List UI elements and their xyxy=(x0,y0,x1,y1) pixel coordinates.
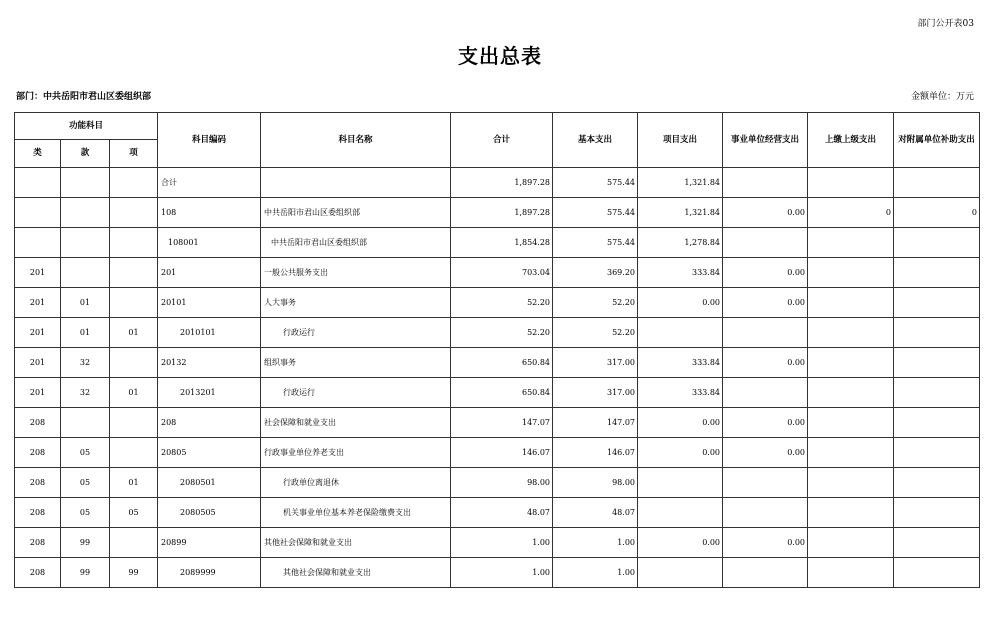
cell-name: 机关事业单位基本养老保险缴费支出 xyxy=(261,498,451,528)
cell-lei: 201 xyxy=(15,378,61,408)
cell-lei xyxy=(15,168,61,198)
cell-code: 108001 xyxy=(158,228,261,258)
cell-total: 1,897.28 xyxy=(451,168,553,198)
cell-code: 20899 xyxy=(158,528,261,558)
cell-project: 0.00 xyxy=(638,408,723,438)
cell-business: 0.00 xyxy=(723,198,808,228)
cell-basic: 369.20 xyxy=(553,258,638,288)
cell-business: 0.00 xyxy=(723,438,808,468)
cell-project: 0.00 xyxy=(638,438,723,468)
header-basic: 基本支出 xyxy=(553,113,638,168)
department-label: 部门：中共岳阳市君山区委组织部 xyxy=(16,92,152,102)
cell-business: 0.00 xyxy=(723,528,808,558)
cell-upper xyxy=(808,348,894,378)
table-row xyxy=(15,558,980,588)
cell-name: 其他社会保障和就业支出 xyxy=(261,528,451,558)
cell-upper xyxy=(808,258,894,288)
cell-xiang xyxy=(110,408,158,438)
cell-xiang: 01 xyxy=(110,378,158,408)
cell-project xyxy=(638,468,723,498)
header-kuan: 款 xyxy=(61,140,110,168)
header-xiang: 项 xyxy=(110,140,158,168)
cell-lei: 208 xyxy=(15,408,61,438)
cell-kuan: 05 xyxy=(61,438,110,468)
cell-name: 一般公共服务支出 xyxy=(261,258,451,288)
cell-kuan: 01 xyxy=(61,288,110,318)
cell-kuan xyxy=(61,258,110,288)
amount-unit-label: 金额单位：万元 xyxy=(910,92,974,102)
cell-kuan: 01 xyxy=(61,318,110,348)
table-row xyxy=(15,318,980,348)
cell-project: 333.84 xyxy=(638,348,723,378)
cell-subsidy xyxy=(894,498,980,528)
cell-total: 650.84 xyxy=(451,378,553,408)
cell-project: 333.84 xyxy=(638,378,723,408)
cell-business xyxy=(723,468,808,498)
cell-business xyxy=(723,558,808,588)
cell-lei xyxy=(15,228,61,258)
cell-total: 98.00 xyxy=(451,468,553,498)
table-row xyxy=(15,228,980,258)
cell-business xyxy=(723,378,808,408)
cell-business: 0.00 xyxy=(723,258,808,288)
cell-project: 1,321.84 xyxy=(638,168,723,198)
cell-basic: 1.00 xyxy=(553,528,638,558)
cell-lei: 208 xyxy=(15,558,61,588)
cell-name: 社会保障和就业支出 xyxy=(261,408,451,438)
cell-subsidy xyxy=(894,468,980,498)
table-row xyxy=(15,498,980,528)
cell-basic: 146.07 xyxy=(553,438,638,468)
cell-project xyxy=(638,558,723,588)
cell-name: 行政运行 xyxy=(261,318,451,348)
cell-subsidy xyxy=(894,318,980,348)
header-lei: 类 xyxy=(15,140,61,168)
table-row xyxy=(15,408,980,438)
cell-lei xyxy=(15,198,61,228)
cell-xiang xyxy=(110,288,158,318)
cell-upper: 0 xyxy=(808,198,894,228)
cell-name: 其他社会保障和就业支出 xyxy=(261,558,451,588)
cell-upper xyxy=(808,468,894,498)
cell-total: 703.04 xyxy=(451,258,553,288)
cell-kuan: 32 xyxy=(61,348,110,378)
table-row xyxy=(15,468,980,498)
cell-lei: 201 xyxy=(15,348,61,378)
cell-subsidy xyxy=(894,288,980,318)
cell-total: 1.00 xyxy=(451,558,553,588)
document-code: 部门公开表03 xyxy=(917,19,974,29)
table-row xyxy=(15,288,980,318)
cell-basic: 575.44 xyxy=(553,168,638,198)
cell-total: 1.00 xyxy=(451,528,553,558)
header-subsidy: 对附属单位补助支出 xyxy=(894,113,980,168)
cell-kuan: 05 xyxy=(61,498,110,528)
cell-project: 0.00 xyxy=(638,288,723,318)
cell-code: 2080505 xyxy=(158,498,261,528)
cell-xiang: 99 xyxy=(110,558,158,588)
cell-basic: 575.44 xyxy=(553,228,638,258)
cell-code: 20132 xyxy=(158,348,261,378)
cell-subsidy xyxy=(894,438,980,468)
table-row xyxy=(15,348,980,378)
cell-total: 1,897.28 xyxy=(451,198,553,228)
cell-name: 中共岳阳市君山区委组织部 xyxy=(261,198,451,228)
cell-lei: 208 xyxy=(15,438,61,468)
cell-lei: 208 xyxy=(15,528,61,558)
cell-total: 52.20 xyxy=(451,288,553,318)
cell-lei: 208 xyxy=(15,468,61,498)
cell-total: 48.07 xyxy=(451,498,553,528)
table-row xyxy=(15,168,980,198)
header-func-subject: 功能科目 xyxy=(15,113,158,140)
cell-upper xyxy=(808,288,894,318)
cell-code: 20805 xyxy=(158,438,261,468)
cell-code: 2080501 xyxy=(158,468,261,498)
cell-code: 2089999 xyxy=(158,558,261,588)
cell-basic: 317.00 xyxy=(553,378,638,408)
cell-subsidy xyxy=(894,528,980,558)
cell-xiang xyxy=(110,258,158,288)
cell-kuan: 99 xyxy=(61,558,110,588)
cell-xiang xyxy=(110,168,158,198)
cell-upper xyxy=(808,228,894,258)
table-row xyxy=(15,378,980,408)
cell-lei: 201 xyxy=(15,258,61,288)
cell-xiang xyxy=(110,198,158,228)
cell-subsidy xyxy=(894,228,980,258)
cell-basic: 147.07 xyxy=(553,408,638,438)
cell-total: 650.84 xyxy=(451,348,553,378)
cell-upper xyxy=(808,498,894,528)
cell-basic: 52.20 xyxy=(553,288,638,318)
cell-basic: 52.20 xyxy=(553,318,638,348)
cell-name: 中共岳阳市君山区委组织部 xyxy=(261,228,451,258)
cell-name: 组织事务 xyxy=(261,348,451,378)
cell-upper xyxy=(808,318,894,348)
cell-upper xyxy=(808,378,894,408)
cell-basic: 317.00 xyxy=(553,348,638,378)
cell-name: 行政单位离退休 xyxy=(261,468,451,498)
cell-basic: 98.00 xyxy=(553,468,638,498)
page-title: 支出总表 xyxy=(458,44,542,68)
cell-lei: 208 xyxy=(15,498,61,528)
cell-name: 行政运行 xyxy=(261,378,451,408)
cell-kuan: 05 xyxy=(61,468,110,498)
cell-xiang xyxy=(110,438,158,468)
cell-xiang xyxy=(110,228,158,258)
cell-subsidy xyxy=(894,168,980,198)
cell-project: 1,321.84 xyxy=(638,198,723,228)
cell-basic: 575.44 xyxy=(553,198,638,228)
cell-business xyxy=(723,228,808,258)
cell-total: 146.07 xyxy=(451,438,553,468)
cell-subsidy xyxy=(894,408,980,438)
cell-total: 147.07 xyxy=(451,408,553,438)
cell-business xyxy=(723,498,808,528)
header-name: 科目名称 xyxy=(261,113,451,168)
cell-code: 合计 xyxy=(158,168,261,198)
cell-basic: 48.07 xyxy=(553,498,638,528)
cell-xiang: 01 xyxy=(110,468,158,498)
cell-code: 201 xyxy=(158,258,261,288)
cell-business: 0.00 xyxy=(723,348,808,378)
cell-xiang xyxy=(110,528,158,558)
expenditure-table xyxy=(14,112,980,588)
cell-subsidy xyxy=(894,258,980,288)
cell-lei: 201 xyxy=(15,318,61,348)
cell-code: 2010101 xyxy=(158,318,261,348)
cell-kuan xyxy=(61,228,110,258)
table-row xyxy=(15,438,980,468)
cell-xiang: 05 xyxy=(110,498,158,528)
cell-upper xyxy=(808,408,894,438)
header-total: 合计 xyxy=(451,113,553,168)
cell-business xyxy=(723,318,808,348)
cell-business: 0.00 xyxy=(723,408,808,438)
cell-kuan xyxy=(61,198,110,228)
cell-lei: 201 xyxy=(15,288,61,318)
cell-subsidy: 0 xyxy=(894,198,980,228)
cell-code: 108 xyxy=(158,198,261,228)
cell-code: 208 xyxy=(158,408,261,438)
cell-upper xyxy=(808,558,894,588)
cell-upper xyxy=(808,168,894,198)
cell-subsidy xyxy=(894,348,980,378)
cell-kuan: 99 xyxy=(61,528,110,558)
cell-code: 20101 xyxy=(158,288,261,318)
cell-kuan: 32 xyxy=(61,378,110,408)
cell-name: 人大事务 xyxy=(261,288,451,318)
cell-total: 52.20 xyxy=(451,318,553,348)
cell-total: 1,854.28 xyxy=(451,228,553,258)
header-business: 事业单位经营支出 xyxy=(723,113,808,168)
cell-project: 333.84 xyxy=(638,258,723,288)
cell-code: 2013201 xyxy=(158,378,261,408)
cell-kuan xyxy=(61,168,110,198)
cell-project: 0.00 xyxy=(638,528,723,558)
cell-business xyxy=(723,168,808,198)
cell-xiang: 01 xyxy=(110,318,158,348)
cell-upper xyxy=(808,528,894,558)
header-code: 科目编码 xyxy=(158,113,261,168)
header-project: 项目支出 xyxy=(638,113,723,168)
cell-name xyxy=(261,168,451,198)
cell-subsidy xyxy=(894,558,980,588)
table-row xyxy=(15,528,980,558)
cell-business: 0.00 xyxy=(723,288,808,318)
table-row xyxy=(15,258,980,288)
cell-kuan xyxy=(61,408,110,438)
cell-xiang xyxy=(110,348,158,378)
cell-project xyxy=(638,498,723,528)
cell-subsidy xyxy=(894,378,980,408)
cell-upper xyxy=(808,438,894,468)
cell-name: 行政事业单位养老支出 xyxy=(261,438,451,468)
header-upper: 上缴上级支出 xyxy=(808,113,894,168)
cell-project xyxy=(638,318,723,348)
cell-project: 1,278.84 xyxy=(638,228,723,258)
table-row xyxy=(15,198,980,228)
cell-basic: 1.00 xyxy=(553,558,638,588)
